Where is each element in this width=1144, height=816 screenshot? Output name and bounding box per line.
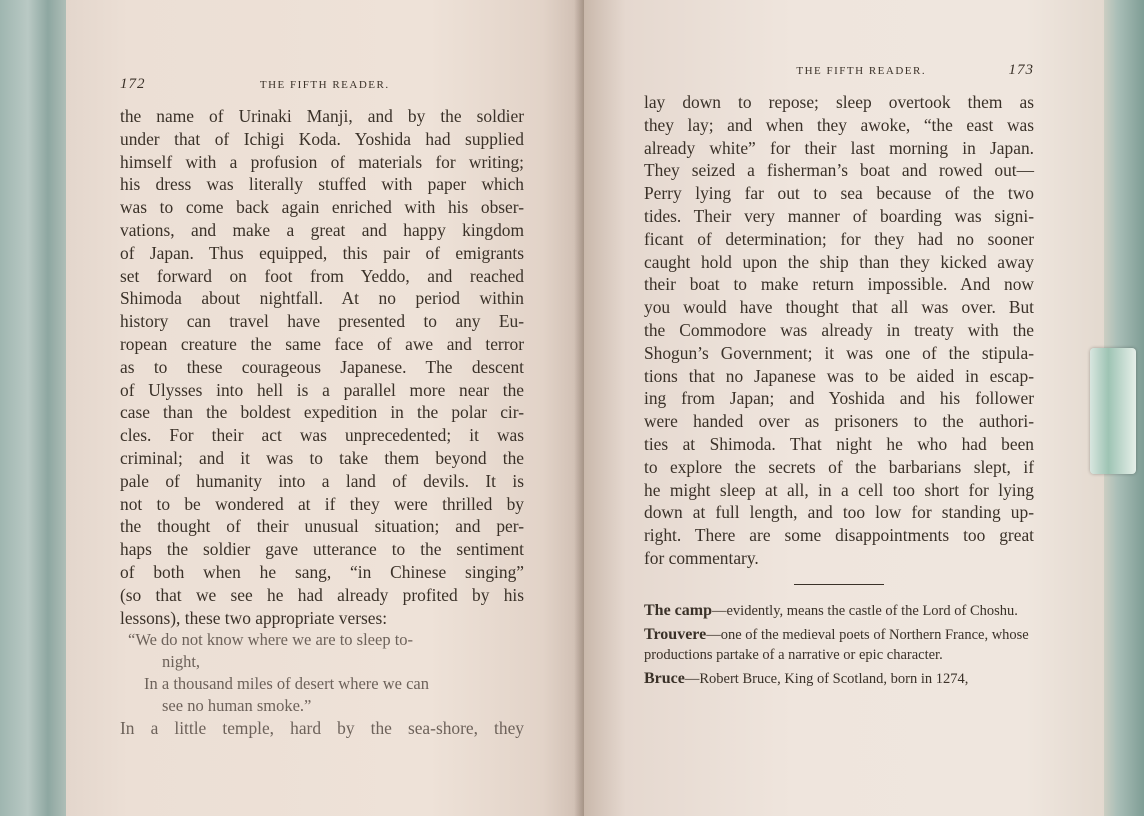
right-body-line: were handed over as prisoners to the authori-	[644, 411, 1034, 432]
right-body-line: down at full length, and too low for standing up-	[644, 502, 1034, 523]
verse-line-1-cont: night,	[162, 652, 201, 672]
right-body-line: caught hold upon the ship than they kicked away	[644, 251, 1034, 272]
verse-block	[120, 629, 524, 717]
left-body-line: criminal; and it was to take them beyond the	[120, 447, 524, 468]
footnotes	[644, 601, 1034, 689]
right-body-line: he might sleep at all, in a cell too short for lying	[644, 479, 1034, 500]
footnote-term: The camp	[644, 601, 712, 619]
right-body-line: right. There are some disappointments too great	[644, 525, 1034, 546]
verse-line-2: In a thousand miles of desert where we can	[144, 674, 429, 694]
right-body-line: lay down to repose; sleep overtook them as	[644, 92, 1034, 112]
right-body-line: they lay; and when they awoke, “the east was	[644, 114, 1034, 135]
footnote-text: —Robert Bruce, King of Scotland, born in 1274,	[684, 670, 969, 687]
left-body-line: Shimoda about nightfall. At no period within	[120, 288, 524, 309]
left-body-line: case than the boldest expedition in the polar cir-	[120, 402, 524, 423]
right-running-head	[644, 62, 1034, 79]
left-body-line: the thought of their unusual situation; and per-	[120, 516, 524, 537]
right-body-line: ties at Shimoda. That night he who had been	[644, 433, 1034, 454]
right-body-line: to explore the secrets of the barbarians slept, if	[644, 456, 1034, 477]
left-page-number: 172	[120, 76, 146, 92]
footnote-term: Trouvere	[644, 625, 707, 643]
left-running-title: THE FIFTH READER.	[259, 79, 390, 91]
footnote-text: —one of the medieval poets of Northern France, whose productions partake of a narrative or epic character.	[644, 626, 1029, 663]
left-body-line: as to these courageous Japanese. The descent	[120, 356, 524, 377]
left-running-head	[120, 76, 524, 93]
left-body-line: was to come back again enriched with his obser-	[120, 197, 524, 218]
right-running-title: THE FIFTH READER.	[796, 65, 927, 77]
verse-line-2-cont: see no human smoke.”	[162, 696, 312, 716]
right-body-line: tides. Their very manner of boarding was signi-	[644, 205, 1034, 226]
right-body-line: tions that no Japanese was to be aided in escap-	[644, 365, 1034, 386]
left-body-line: not to be wondered at if they were thrilled by	[120, 493, 524, 514]
right-body-line: Perry lying far out to sea because of the two	[644, 183, 1034, 204]
left-body-line: vations, and make a great and happy kingdom	[120, 219, 524, 240]
section-divider	[794, 584, 884, 585]
footnote-term: Bruce	[644, 669, 685, 687]
left-body-line: ropean creature the same face of awe and terror	[120, 333, 524, 354]
left-body-line: of both when he sang, “in Chinese singing”	[120, 561, 524, 582]
right-page-number: 173	[1008, 62, 1034, 78]
right-body-line: ficant of determination; for they had no sooner	[644, 228, 1034, 249]
right-body-line: their boat to make return impossible. And now	[644, 274, 1034, 295]
right-body-text	[644, 91, 1034, 570]
right-page	[584, 0, 1104, 816]
right-body-line: for commentary.	[644, 547, 759, 568]
right-body-line: the Commodore was already in treaty with the	[644, 319, 1034, 340]
left-body-line: of Japan. Thus equipped, this pair of emigrants	[120, 242, 524, 263]
right-body-line: They seized a fisherman’s boat and rowed out—	[644, 160, 1034, 181]
footnote-entry	[644, 601, 1034, 621]
right-body-line: ing from Japan; and Yoshida and his follower	[644, 388, 1034, 409]
footnote-entry	[644, 669, 1034, 689]
left-body-line: himself with a profusion of materials for writing;	[120, 151, 524, 172]
page-tab-marker	[1090, 348, 1136, 474]
left-page	[66, 0, 584, 816]
right-body-line: already white” for their last morning in Japan.	[644, 137, 1034, 158]
right-body-line: Shogun’s Government; it was one of the stipula-	[644, 342, 1034, 363]
left-body-line: the name of Urinaki Manji, and by the soldier	[120, 106, 524, 126]
right-body-line: you would have thought that all was over. But	[644, 297, 1034, 318]
footnote-entry	[644, 625, 1034, 665]
left-body-text	[120, 105, 524, 629]
verse-line-1: “We do not know where we are to sleep to-	[128, 630, 414, 650]
left-body-line: cles. For their act was unprecedented; it was	[120, 425, 524, 446]
left-body-line: set forward on foot from Yeddo, and reached	[120, 265, 524, 286]
left-body-line: of Ulysses into hell is a parallel more near the	[120, 379, 524, 400]
left-body-line: pale of humanity into a land of devils. It is	[120, 470, 524, 491]
left-body-line: (so that we see he had already profited by his	[120, 584, 524, 605]
footnote-text: —evidently, means the castle of the Lord of Choshu.	[712, 602, 1018, 619]
left-closing-line: In a little temple, hard by the sea-shore, they	[120, 718, 524, 739]
left-body-line: under that of Ichigi Koda. Yoshida had supplied	[120, 128, 524, 149]
left-body-line: history can travel have presented to any Eu-	[120, 311, 524, 332]
left-body-line: lessons), these two appropriate verses:	[120, 607, 388, 628]
left-body-line: haps the soldier gave utterance to the sentiment	[120, 539, 524, 560]
left-body-line: his dress was literally stuffed with paper which	[120, 174, 524, 195]
